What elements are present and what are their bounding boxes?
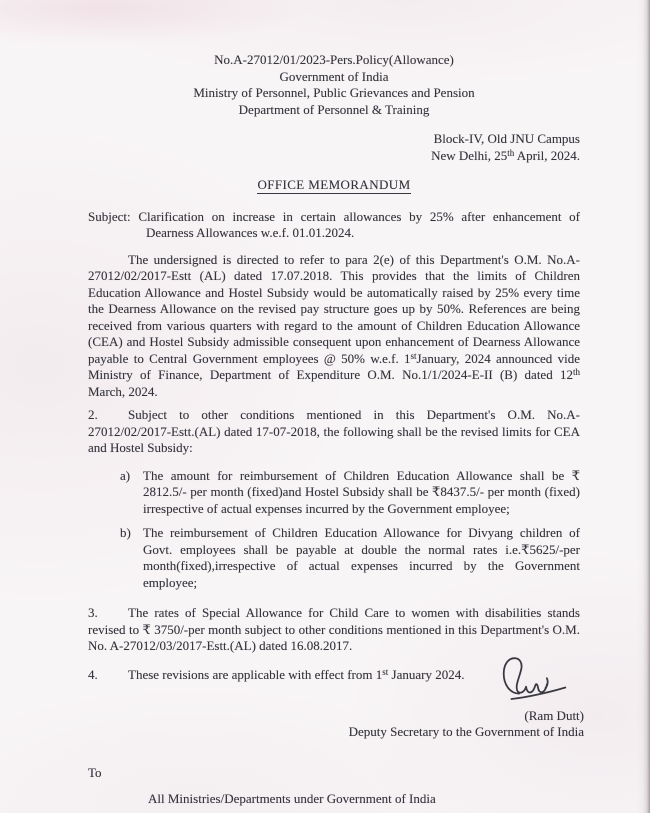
address-line: Block-IV, Old JNU Campus bbox=[433, 131, 580, 146]
reference-number: No.A-27012/01/2023-Pers.Policy(Allowance) bbox=[214, 52, 454, 67]
subject-line bbox=[88, 209, 580, 242]
list-item-b-text: The reimbursement of Children Education Allowance for Divyang children of Govt. employees shall be payable at double the normal rates i.e.₹5625/-per month(fixed),irrespective of actual expenses incurred by the Government employee; bbox=[143, 525, 580, 590]
list-item-a bbox=[120, 468, 580, 518]
ministry-line: Ministry of Personnel, Public Grievances and Pension bbox=[193, 85, 475, 100]
paragraph-3-number: 3. bbox=[88, 605, 98, 620]
dateline-block bbox=[88, 131, 580, 164]
paragraph-1: The undersigned is directed to refer to para 2(e) of this Department's O.M. No.A-27012/02/2017-Estt (AL) dated 17.07.2018. This provides that the limits of Children Education Allowance and Hostel Subsidy would be automatically raised by 25% every time the Dearness Allowance on the revised pay structure goes up by 50%. References are being received from various quarters with regard to the amount of Children Education Allowance (CEA) and Hostel Subsidy admissible consequent upon enhancement of Dearness Allowance payable to Central Government employees @ 50% w.e.f. 1stJanuary, 2024 announced vide Ministry of Finance, Department of Expenditure O.M. No.1/1/2024-E-II (B) dated 12th March, 2024. bbox=[88, 251, 580, 399]
subject-text: Clarification on increase in certain allowances by 25% after enhancement of Dearness Allowances w.e.f. 01.01.2024. bbox=[138, 208, 581, 240]
paragraph-4-number: 4. bbox=[88, 666, 98, 682]
paragraph-2 bbox=[88, 407, 580, 457]
signatory-name: (Ram Dutt) bbox=[524, 707, 584, 723]
government-line: Government of India bbox=[279, 68, 389, 84]
memo-title-row bbox=[88, 177, 580, 194]
letterhead bbox=[88, 52, 580, 118]
date-line: New Delhi, 25th April, 2024. bbox=[431, 147, 580, 163]
department-line: Department of Personnel & Training bbox=[238, 101, 430, 117]
subject-label: Subject: bbox=[88, 208, 131, 224]
list-item-a-text: The amount for reimbursement of Children Education Allowance shall be ₹ 2812.5/- per month (fixed)and Hostel Subsidy shall be ₹8437.5/- per month (fixed) irrespective of actual expenses incurred by the Government employee; bbox=[143, 467, 580, 516]
list-item-b-marker: b) bbox=[120, 525, 131, 540]
list-item-b bbox=[120, 525, 580, 591]
paragraph-2-text: Subject to other conditions mentioned in this Department's O.M. No.A-27012/02/2017-Estt.(AL) dated 17-07-2018, the following shall be the revised limits for CEA and Hostel Subsidy: bbox=[88, 407, 580, 455]
signature-scribble bbox=[496, 655, 570, 708]
paragraph-3 bbox=[88, 605, 580, 655]
to-label: To bbox=[88, 764, 102, 780]
recipient-line: All Ministries/Departments under Government of India bbox=[148, 791, 436, 806]
list-item-a-marker: a) bbox=[120, 467, 131, 483]
paragraph-3-text: The rates of Special Allowance for Child Care to women with disabilities stands revised to ₹ 3750/-per month subject to other conditions mentioned in this Department's O.M. No. A-27012/03/2017-Estt.(AL) dated 16.08.2017. bbox=[88, 605, 580, 653]
signatory-title: Deputy Secretary to the Government of India bbox=[348, 724, 584, 739]
memo-title: OFFICE MEMORANDUM bbox=[257, 177, 411, 192]
paragraph-2-number: 2. bbox=[88, 407, 98, 422]
paragraph-4-text: These revisions are applicable with effect from 1st January 2024. bbox=[128, 666, 465, 682]
